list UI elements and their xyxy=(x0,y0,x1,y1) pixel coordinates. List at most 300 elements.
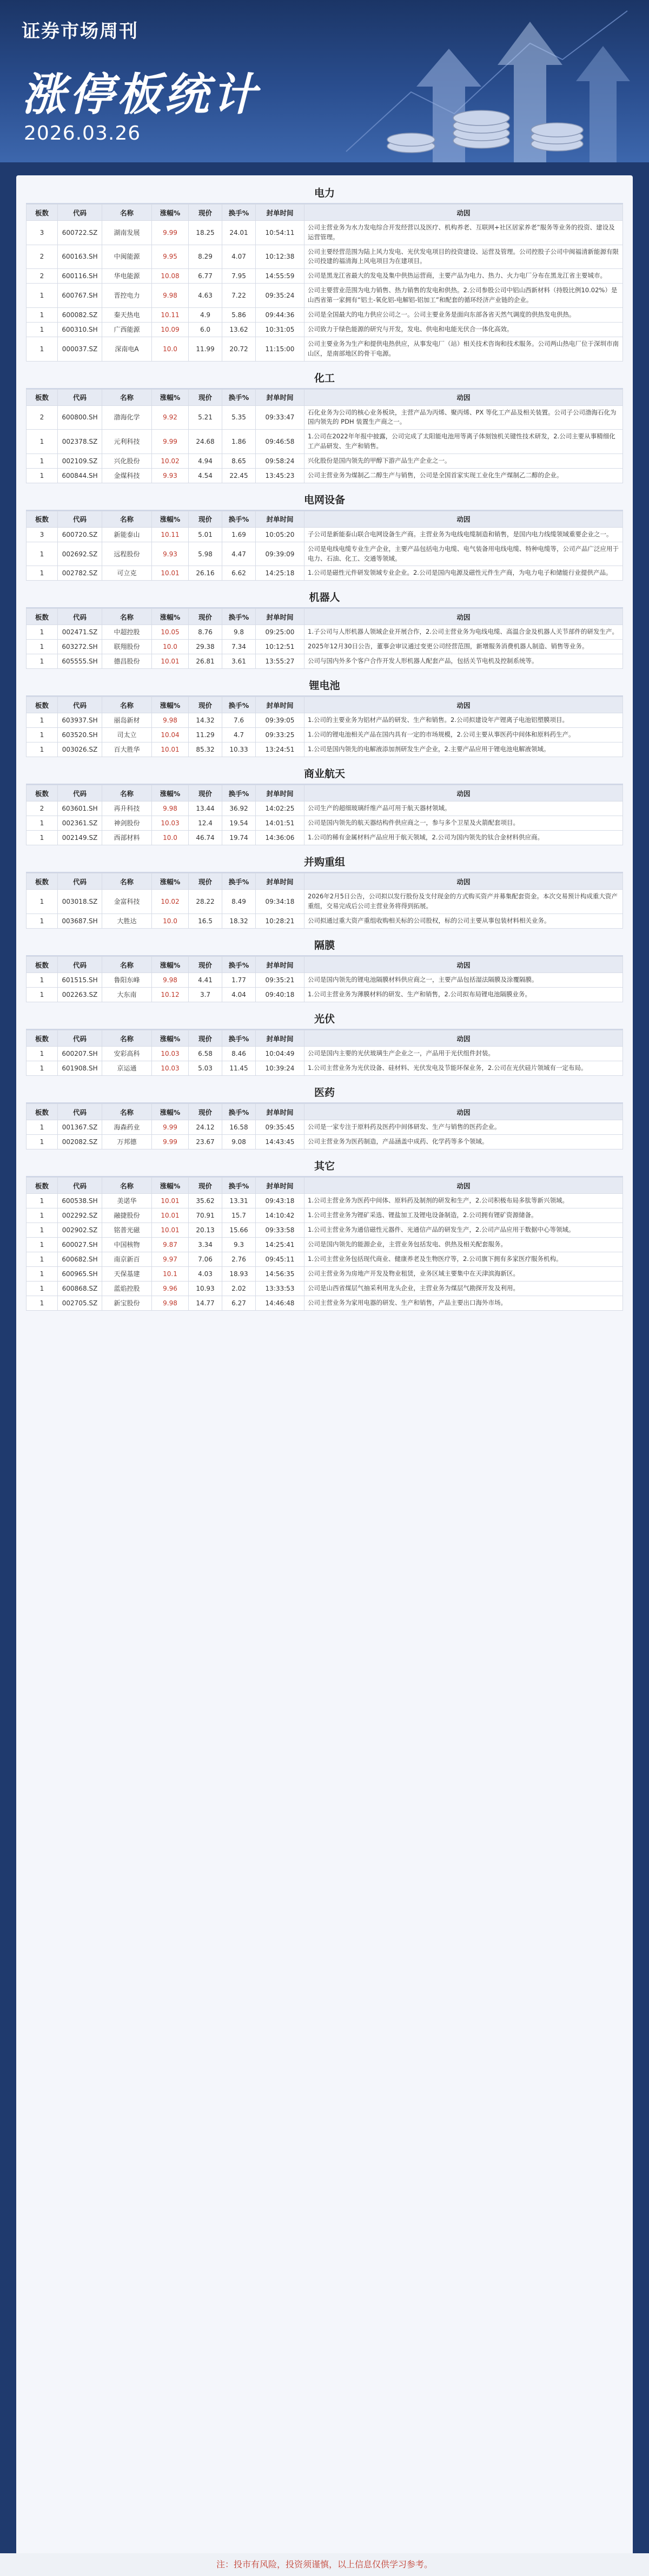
seal-time: 10:31:05 xyxy=(256,322,304,337)
sector-title: 并购重组 xyxy=(26,850,623,873)
board-count: 1 xyxy=(27,1120,58,1135)
seal-time: 09:35:45 xyxy=(256,1120,304,1135)
seal-time: 09:39:05 xyxy=(256,713,304,728)
sector-title: 化工 xyxy=(26,366,623,389)
sector-section xyxy=(26,181,623,362)
column-header: 换手% xyxy=(222,1030,256,1047)
change-pct: 9.96 xyxy=(152,1282,189,1296)
price: 23.67 xyxy=(189,1135,222,1149)
table-row xyxy=(27,1194,623,1208)
column-header: 板数 xyxy=(27,1030,58,1047)
stock-code: 002292.SZ xyxy=(58,1208,102,1223)
column-header: 代码 xyxy=(58,511,102,527)
seal-time: 09:34:18 xyxy=(256,890,304,914)
turnover-pct: 8.65 xyxy=(222,454,256,468)
reason: 子公司是新能泰山联合电网设备生产商。主营业务为电线电缆制造和销售，是国内电力线缆领域重要企业之一。 xyxy=(304,527,623,542)
column-header: 涨幅% xyxy=(152,511,189,527)
seal-time: 09:46:58 xyxy=(256,430,304,454)
stock-code: 600207.SH xyxy=(58,1047,102,1061)
seal-time: 09:58:24 xyxy=(256,454,304,468)
sector-title: 医药 xyxy=(26,1080,623,1103)
board-count: 2 xyxy=(27,269,58,284)
price: 8.76 xyxy=(189,625,222,640)
turnover-pct: 9.3 xyxy=(222,1238,256,1252)
turnover-pct: 7.95 xyxy=(222,269,256,284)
price: 29.38 xyxy=(189,640,222,654)
board-count: 1 xyxy=(27,1296,58,1311)
seal-time: 14:43:45 xyxy=(256,1135,304,1149)
seal-time: 14:46:48 xyxy=(256,1296,304,1311)
stock-table xyxy=(26,1030,623,1076)
table-header-row xyxy=(27,205,623,221)
price: 16.5 xyxy=(189,914,222,929)
column-header: 封单时间 xyxy=(256,511,304,527)
stock-name: 南京新百 xyxy=(102,1252,152,1267)
column-header: 涨幅% xyxy=(152,389,189,405)
board-count: 1 xyxy=(27,914,58,929)
reason: 公司主要业务为生产和提供电热供应，从事发电厂（站）相关技术咨询和技术服务。公司两山热电厂位于深圳市南山区，是南部地区的骨干电源。 xyxy=(304,337,623,361)
column-header: 名称 xyxy=(102,785,152,801)
column-header: 代码 xyxy=(58,1104,102,1120)
table-row xyxy=(27,307,623,322)
stock-name: 万邦德 xyxy=(102,1135,152,1149)
table-row xyxy=(27,1047,623,1061)
table-row xyxy=(27,468,623,483)
table-row xyxy=(27,245,623,269)
table-header-row xyxy=(27,1104,623,1120)
stock-name: 联翔股份 xyxy=(102,640,152,654)
stock-code: 601515.SH xyxy=(58,973,102,988)
change-pct: 9.99 xyxy=(152,1135,189,1149)
seal-time: 10:12:51 xyxy=(256,640,304,654)
board-count: 1 xyxy=(27,640,58,654)
stock-name: 德昌股份 xyxy=(102,654,152,669)
reason: 1.公司主营业务为医药中间体、原料药及制剂的研发和生产，2.公司积极布局多肽等新兴领域。 xyxy=(304,1194,623,1208)
turnover-pct: 22.45 xyxy=(222,468,256,483)
board-count: 1 xyxy=(27,890,58,914)
stock-table xyxy=(26,389,623,483)
stock-code: 003018.SZ xyxy=(58,890,102,914)
seal-time: 14:10:42 xyxy=(256,1208,304,1223)
column-header: 代码 xyxy=(58,697,102,713)
seal-time: 09:35:21 xyxy=(256,973,304,988)
turnover-pct: 6.62 xyxy=(222,566,256,581)
column-header: 换手% xyxy=(222,389,256,405)
stock-code: 002705.SZ xyxy=(58,1296,102,1311)
board-count: 2 xyxy=(27,245,58,269)
reason: 公司主营业务为家用电器的研发、生产和销售，产品主要出口海外市场。 xyxy=(304,1296,623,1311)
seal-time: 09:25:00 xyxy=(256,625,304,640)
stock-code: 600310.SH xyxy=(58,322,102,337)
page-title: 涨停板统计 xyxy=(22,69,260,121)
stock-code: 002361.SZ xyxy=(58,816,102,831)
change-pct: 10.12 xyxy=(152,988,189,1002)
column-header: 名称 xyxy=(102,1104,152,1120)
price: 6.0 xyxy=(189,322,222,337)
column-header: 名称 xyxy=(102,205,152,221)
turnover-pct: 4.07 xyxy=(222,245,256,269)
column-header: 代码 xyxy=(58,205,102,221)
column-header: 名称 xyxy=(102,697,152,713)
change-pct: 10.02 xyxy=(152,890,189,914)
stock-code: 600116.SH xyxy=(58,269,102,284)
price: 13.44 xyxy=(189,801,222,816)
table-row xyxy=(27,801,623,816)
table-row xyxy=(27,914,623,929)
stock-table xyxy=(26,785,623,845)
change-pct: 9.98 xyxy=(152,973,189,988)
seal-time: 09:43:18 xyxy=(256,1194,304,1208)
stock-code: 002082.SZ xyxy=(58,1135,102,1149)
sector-section xyxy=(26,366,623,483)
column-header: 现价 xyxy=(189,609,222,625)
stock-name: 西部材料 xyxy=(102,831,152,845)
column-header: 代码 xyxy=(58,957,102,973)
table-row xyxy=(27,988,623,1002)
turnover-pct: 4.7 xyxy=(222,728,256,742)
reason: 石化业务为公司的核心业务板块，主营产品为丙烯、聚丙烯、PX 等化工产品及相关装置。公司子公司渤海石化为国内领先的 PDH 装置生产商之一。 xyxy=(304,405,623,430)
column-header: 封单时间 xyxy=(256,957,304,973)
board-count: 1 xyxy=(27,625,58,640)
board-count: 1 xyxy=(27,1238,58,1252)
board-count: 1 xyxy=(27,468,58,483)
column-header: 换手% xyxy=(222,785,256,801)
sector-title: 锂电池 xyxy=(26,673,623,696)
table-row xyxy=(27,1238,623,1252)
price: 4.54 xyxy=(189,468,222,483)
table-row xyxy=(27,1282,623,1296)
sector-section xyxy=(26,1154,623,1311)
column-header: 现价 xyxy=(189,957,222,973)
stock-code: 600082.SZ xyxy=(58,307,102,322)
seal-time: 10:05:20 xyxy=(256,527,304,542)
stock-name: 元利科技 xyxy=(102,430,152,454)
change-pct: 10.0 xyxy=(152,640,189,654)
stock-name: 司太立 xyxy=(102,728,152,742)
change-pct: 9.99 xyxy=(152,221,189,245)
change-pct: 10.01 xyxy=(152,1194,189,1208)
reason: 1.公司是国内领先的电解液添加剂研发生产企业，2.主要产品应用于锂电池电解液领域。 xyxy=(304,742,623,757)
column-header: 代码 xyxy=(58,785,102,801)
change-pct: 9.99 xyxy=(152,430,189,454)
turnover-pct: 4.04 xyxy=(222,988,256,1002)
column-header: 名称 xyxy=(102,609,152,625)
stock-name: 渤海化学 xyxy=(102,405,152,430)
change-pct: 9.92 xyxy=(152,405,189,430)
change-pct: 9.98 xyxy=(152,713,189,728)
seal-time: 13:55:27 xyxy=(256,654,304,669)
change-pct: 10.01 xyxy=(152,1223,189,1238)
price: 24.12 xyxy=(189,1120,222,1135)
stock-code: 002782.SZ xyxy=(58,566,102,581)
column-header: 名称 xyxy=(102,511,152,527)
change-pct: 9.98 xyxy=(152,1296,189,1311)
board-count: 1 xyxy=(27,454,58,468)
column-header: 封单时间 xyxy=(256,1030,304,1047)
change-pct: 10.0 xyxy=(152,831,189,845)
table-row xyxy=(27,284,623,308)
stock-name: 新宝股份 xyxy=(102,1296,152,1311)
seal-time: 09:33:25 xyxy=(256,728,304,742)
table-row xyxy=(27,405,623,430)
table-header-row xyxy=(27,1178,623,1194)
stock-name: 再升科技 xyxy=(102,801,152,816)
reason: 公司是一家专注于原料药及医药中间体研发、生产与销售的医药企业。 xyxy=(304,1120,623,1135)
turnover-pct: 11.45 xyxy=(222,1061,256,1076)
stock-name: 融捷股份 xyxy=(102,1208,152,1223)
reason: 2025年12月30日公告，董事会审议通过变更公司经营范围，新增服务消费机器人制造、销售等业务。 xyxy=(304,640,623,654)
stock-name: 鲁阳东峰 xyxy=(102,973,152,988)
column-header: 板数 xyxy=(27,957,58,973)
table-row xyxy=(27,1252,623,1267)
reason: 1.公司主营业务为锂矿采选、锂盐加工及锂电设备制造，2.公司拥有锂矿资源储备。 xyxy=(304,1208,623,1223)
column-header: 现价 xyxy=(189,389,222,405)
stock-name: 百大胜华 xyxy=(102,742,152,757)
reason: 公司生产的超细玻璃纤维产品可用于航天器材领域。 xyxy=(304,801,623,816)
stock-name: 湖南发展 xyxy=(102,221,152,245)
turnover-pct: 8.46 xyxy=(222,1047,256,1061)
column-header: 现价 xyxy=(189,1030,222,1047)
board-count: 1 xyxy=(27,430,58,454)
price: 3.7 xyxy=(189,988,222,1002)
column-header: 封单时间 xyxy=(256,389,304,405)
stock-code: 002471.SZ xyxy=(58,625,102,640)
sector-section xyxy=(26,761,623,845)
seal-time: 13:24:51 xyxy=(256,742,304,757)
table-row xyxy=(27,337,623,361)
change-pct: 9.93 xyxy=(152,468,189,483)
column-header: 板数 xyxy=(27,873,58,890)
change-pct: 9.97 xyxy=(152,1252,189,1267)
stock-table xyxy=(26,204,623,362)
column-header: 涨幅% xyxy=(152,1178,189,1194)
price: 11.99 xyxy=(189,337,222,361)
column-header: 动因 xyxy=(304,785,623,801)
stock-code: 600682.SH xyxy=(58,1252,102,1267)
table-header-row xyxy=(27,389,623,405)
stock-name: 中超控股 xyxy=(102,625,152,640)
reason: 1.公司主营业务为通信磁性元器件、光通信产品的研发生产，2.公司产品应用于数据中心等领域。 xyxy=(304,1223,623,1238)
price: 5.98 xyxy=(189,542,222,566)
report-date: 2026.03.26 xyxy=(24,122,141,144)
turnover-pct: 6.27 xyxy=(222,1296,256,1311)
reason: 公司是国内领先的航天器结构件供应商之一，参与多个卫星及火箭配套项目。 xyxy=(304,816,623,831)
change-pct: 9.98 xyxy=(152,284,189,308)
turnover-pct: 13.62 xyxy=(222,322,256,337)
column-header: 动因 xyxy=(304,1104,623,1120)
turnover-pct: 3.61 xyxy=(222,654,256,669)
table-row xyxy=(27,269,623,284)
price: 5.01 xyxy=(189,527,222,542)
turnover-pct: 18.32 xyxy=(222,914,256,929)
column-header: 封单时间 xyxy=(256,609,304,625)
turnover-pct: 9.8 xyxy=(222,625,256,640)
stock-table xyxy=(26,511,623,581)
stock-name: 深南电A xyxy=(102,337,152,361)
reason: 1.子公司与人形机器人领域企业开展合作，2.公司主营业务为电线电缆、高温合金及机器人关节部件的研发生产。 xyxy=(304,625,623,640)
board-count: 1 xyxy=(27,284,58,308)
change-pct: 10.03 xyxy=(152,1047,189,1061)
column-header: 代码 xyxy=(58,389,102,405)
table-header-row xyxy=(27,697,623,713)
price: 70.91 xyxy=(189,1208,222,1223)
sector-section xyxy=(26,850,623,929)
reason: 公司主营业务为煤制乙二醇生产与销售，公司是全国首家实现工业化生产煤制乙二醇的企业。 xyxy=(304,468,623,483)
column-header: 换手% xyxy=(222,957,256,973)
reason: 1.公司的锂电池相关产品在国内具有一定的市场规模，2.公司主要从事医药中间体和原料药生产。 xyxy=(304,728,623,742)
seal-time: 10:39:24 xyxy=(256,1061,304,1076)
price: 6.77 xyxy=(189,269,222,284)
board-count: 1 xyxy=(27,542,58,566)
change-pct: 10.0 xyxy=(152,914,189,929)
change-pct: 10.0 xyxy=(152,337,189,361)
table-row xyxy=(27,430,623,454)
column-header: 板数 xyxy=(27,1178,58,1194)
stock-name: 晋控电力 xyxy=(102,284,152,308)
sector-section xyxy=(26,1080,623,1149)
table-row xyxy=(27,831,623,845)
seal-time: 10:04:49 xyxy=(256,1047,304,1061)
stock-code: 600538.SH xyxy=(58,1194,102,1208)
board-count: 1 xyxy=(27,816,58,831)
turnover-pct: 15.66 xyxy=(222,1223,256,1238)
board-count: 1 xyxy=(27,322,58,337)
column-header: 动因 xyxy=(304,697,623,713)
turnover-pct: 18.93 xyxy=(222,1267,256,1282)
table-row xyxy=(27,527,623,542)
price: 4.94 xyxy=(189,454,222,468)
board-count: 1 xyxy=(27,831,58,845)
price: 3.34 xyxy=(189,1238,222,1252)
board-count: 1 xyxy=(27,713,58,728)
reason: 1.公司在2022年年报中披露，公司完成了太阳能电池用等离子体刻蚀机关键性技术研发，2.公司主要从事精细化工产品研发、生产和销售。 xyxy=(304,430,623,454)
stock-code: 002263.SZ xyxy=(58,988,102,1002)
turnover-pct: 7.34 xyxy=(222,640,256,654)
stock-name: 新能泰山 xyxy=(102,527,152,542)
seal-time: 13:33:53 xyxy=(256,1282,304,1296)
board-count: 1 xyxy=(27,742,58,757)
reason: 公司致力于绿色能源的研究与开发，发电、供电和电能光伏合一体化高效。 xyxy=(304,322,623,337)
reason: 公司主要营业范围为电力销售、热力销售的发电和供热。2.公司参股公司中铝山西新材料（持股比例10.02%）是山西省第一家拥有“铝土-氧化铝-电解铝-铝加工”和配套的循环经济产业链的企业。 xyxy=(304,284,623,308)
stock-name: 蓝焰控股 xyxy=(102,1282,152,1296)
turnover-pct: 1.69 xyxy=(222,527,256,542)
board-count: 2 xyxy=(27,405,58,430)
turnover-pct: 13.31 xyxy=(222,1194,256,1208)
seal-time: 10:12:38 xyxy=(256,245,304,269)
column-header: 代码 xyxy=(58,1178,102,1194)
stock-name: 铭普光磁 xyxy=(102,1223,152,1238)
seal-time: 09:40:18 xyxy=(256,988,304,1002)
turnover-pct: 16.58 xyxy=(222,1120,256,1135)
reason: 公司主营业务为房地产开发及物业租赁，业务区域主要集中在天津滨海新区。 xyxy=(304,1267,623,1282)
reason: 1.公司是磁性元件研发领域专业企业。2.公司是国内电源及磁性元件生产商，为电力电子和储能行业提供产品。 xyxy=(304,566,623,581)
table-row xyxy=(27,640,623,654)
stock-name: 神剑股份 xyxy=(102,816,152,831)
column-header: 涨幅% xyxy=(152,785,189,801)
stock-name: 安彩高科 xyxy=(102,1047,152,1061)
stock-code: 600868.SZ xyxy=(58,1282,102,1296)
board-count: 1 xyxy=(27,1047,58,1061)
price: 24.68 xyxy=(189,430,222,454)
table-row xyxy=(27,542,623,566)
stock-code: 603520.SH xyxy=(58,728,102,742)
seal-time: 10:28:21 xyxy=(256,914,304,929)
price: 35.62 xyxy=(189,1194,222,1208)
change-pct: 10.01 xyxy=(152,654,189,669)
reason: 2026年2月5日公告，公司拟以发行股份及支付现金的方式购买资产并募集配套资金。本次交易预计构成重大资产重组，交易完成后公司主营业务将得到拓展。 xyxy=(304,890,623,914)
reason: 1.公司主营业务为光伏设备、硅材料、光伏发电及节能环保业务，2.公司在光伏硅片领域有一定布局。 xyxy=(304,1061,623,1076)
reason: 公司是山西省煤层气抽采利用龙头企业，主营业务为煤层气勘探开发及利用。 xyxy=(304,1282,623,1296)
board-count: 3 xyxy=(27,527,58,542)
change-pct: 10.11 xyxy=(152,527,189,542)
table-row xyxy=(27,713,623,728)
column-header: 动因 xyxy=(304,957,623,973)
sector-section xyxy=(26,933,623,1002)
turnover-pct: 2.76 xyxy=(222,1252,256,1267)
stock-code: 002902.SZ xyxy=(58,1223,102,1238)
stock-code: 003687.SH xyxy=(58,914,102,929)
table-header-row xyxy=(27,609,623,625)
column-header: 板数 xyxy=(27,205,58,221)
table-header-row xyxy=(27,511,623,527)
stock-name: 海森药业 xyxy=(102,1120,152,1135)
stock-name: 丽岛新材 xyxy=(102,713,152,728)
column-header: 封单时间 xyxy=(256,1104,304,1120)
column-header: 现价 xyxy=(189,697,222,713)
board-count: 1 xyxy=(27,1208,58,1223)
column-header: 板数 xyxy=(27,785,58,801)
column-header: 代码 xyxy=(58,609,102,625)
board-count: 1 xyxy=(27,1135,58,1149)
stock-code: 002149.SZ xyxy=(58,831,102,845)
seal-time: 14:55:59 xyxy=(256,269,304,284)
reason: 公司主营业务为医药制造，产品涵盖中成药、化学药等多个领域。 xyxy=(304,1135,623,1149)
table-row xyxy=(27,1208,623,1223)
board-count: 1 xyxy=(27,307,58,322)
table-row xyxy=(27,625,623,640)
column-header: 动因 xyxy=(304,1030,623,1047)
column-header: 封单时间 xyxy=(256,205,304,221)
price: 5.03 xyxy=(189,1061,222,1076)
turnover-pct: 10.33 xyxy=(222,742,256,757)
brand-name: 证券市场周刊 xyxy=(22,21,138,42)
stock-name: 天保基建 xyxy=(102,1267,152,1282)
stock-code: 600800.SH xyxy=(58,405,102,430)
price: 4.41 xyxy=(189,973,222,988)
change-pct: 10.02 xyxy=(152,454,189,468)
seal-time: 13:45:23 xyxy=(256,468,304,483)
column-header: 换手% xyxy=(222,873,256,890)
column-header: 名称 xyxy=(102,957,152,973)
column-header: 封单时间 xyxy=(256,697,304,713)
table-row xyxy=(27,1267,623,1282)
turnover-pct: 1.86 xyxy=(222,430,256,454)
column-header: 涨幅% xyxy=(152,957,189,973)
stock-name: 金富科技 xyxy=(102,890,152,914)
price: 12.4 xyxy=(189,816,222,831)
column-header: 板数 xyxy=(27,511,58,527)
column-header: 代码 xyxy=(58,873,102,890)
sector-section xyxy=(26,488,623,581)
reason: 公司与国内外多个客户合作开发人形机器人配套产品，包括关节电机及控制系统等。 xyxy=(304,654,623,669)
content-area xyxy=(0,162,649,2576)
table-row xyxy=(27,1223,623,1238)
table-row xyxy=(27,454,623,468)
column-header: 现价 xyxy=(189,1104,222,1120)
table-header-row xyxy=(27,785,623,801)
seal-time: 10:54:11 xyxy=(256,221,304,245)
reason: 1.公司的主要业务为铝材产品的研发、生产和销售。2.公司拟建设年产锂离子电池铝塑膜项目。 xyxy=(304,713,623,728)
